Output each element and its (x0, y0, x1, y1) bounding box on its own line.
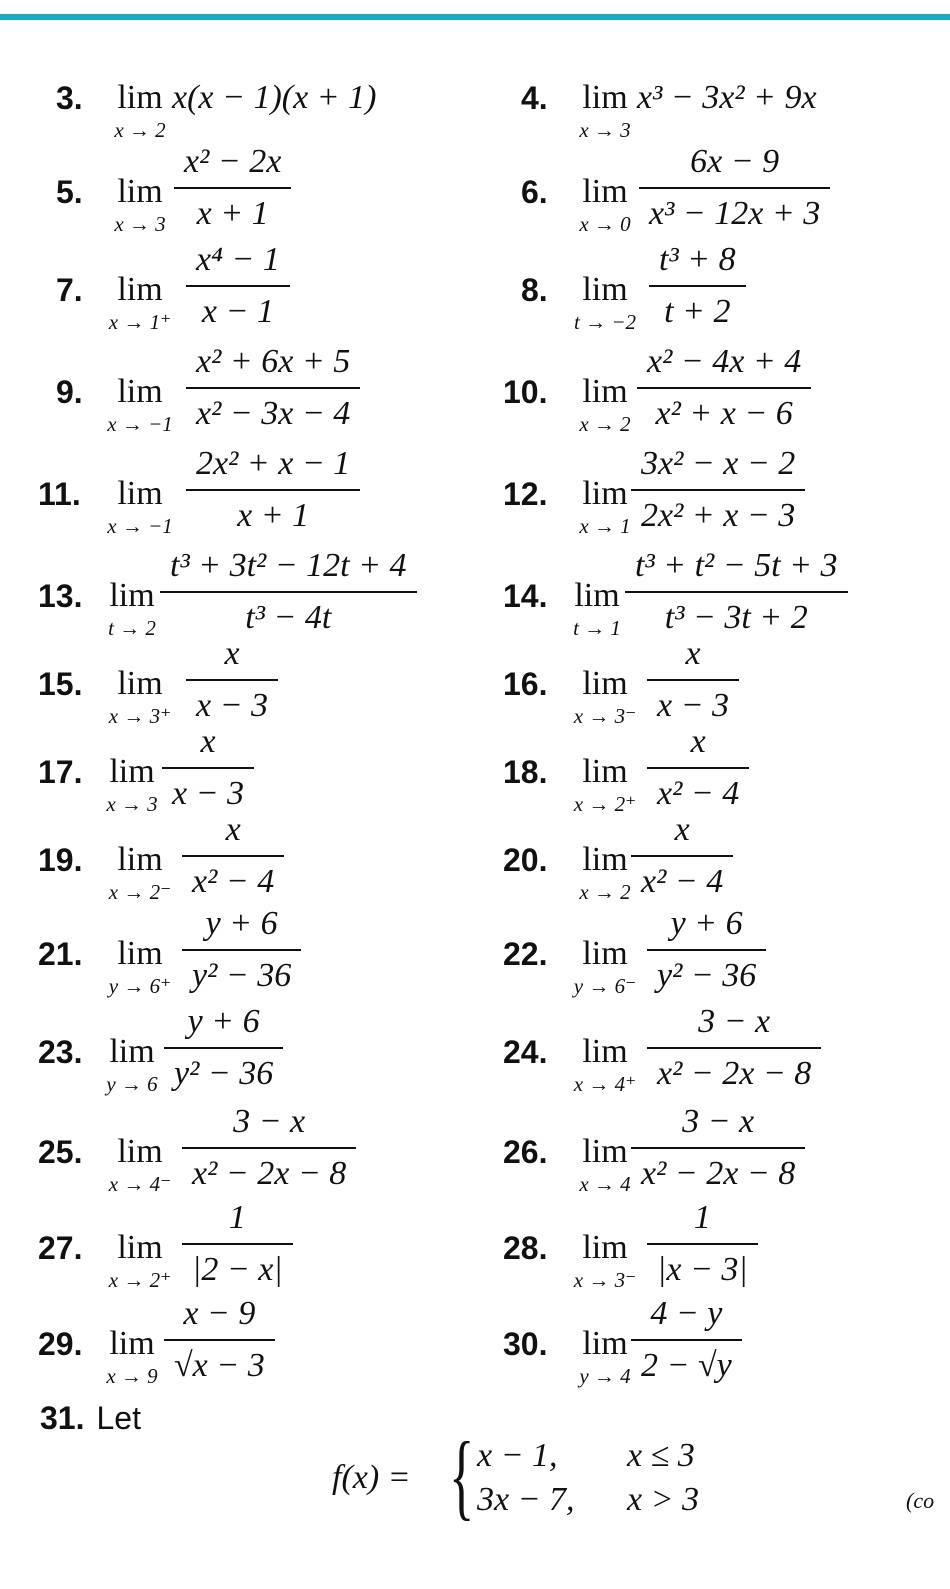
fraction (164, 998, 283, 1096)
limit-subscript: y → 6⁻ (573, 974, 637, 998)
fraction (186, 236, 290, 334)
limit-operator (565, 78, 645, 140)
limit-subscript: x → 3⁻ (573, 1268, 637, 1292)
limit-expression: x(x − 1)(x + 1) (172, 79, 377, 116)
denominator: x + 1 (237, 497, 310, 534)
lim-label: lim (117, 841, 163, 878)
limit-subscript: t → 1 (573, 616, 621, 640)
top-accent-bar (0, 14, 950, 20)
fraction (164, 1290, 275, 1388)
numerator: y + 6 (647, 900, 766, 951)
limit-operator (100, 934, 180, 996)
numerator: x (162, 718, 254, 769)
denominator: t + 2 (664, 293, 731, 330)
limit-operator (92, 752, 172, 814)
denominator: x − 3 (657, 687, 730, 724)
limit-operator (565, 934, 645, 996)
limit-operator (100, 1132, 180, 1194)
limit-subscript: x → 0 (579, 212, 631, 236)
problem-number: 31. (40, 1400, 85, 1436)
fraction (631, 806, 733, 904)
problem-number: 12. (503, 476, 548, 512)
limit-operator (100, 270, 180, 332)
denominator: x² − 4 (657, 775, 740, 812)
numerator: 1 (182, 1194, 293, 1245)
limit-subscript: x → 3 (114, 212, 166, 236)
problem-number: 26. (503, 1134, 548, 1170)
problem-number: 11. (38, 476, 81, 512)
fraction (162, 718, 254, 816)
problem-number: 29. (38, 1326, 83, 1362)
lim-label: lim (582, 373, 628, 410)
problem-number: 28. (503, 1230, 548, 1266)
limit-subscript: y → 6⁺ (108, 974, 172, 998)
limit-subscript: x → 1⁺ (108, 310, 172, 334)
limit-operator (100, 664, 180, 726)
lim-label: lim (109, 753, 155, 790)
denominator: x − 1 (201, 293, 274, 330)
lim-label: lim (582, 1229, 628, 1266)
numerator: y + 6 (182, 900, 301, 951)
numerator: x² + 6x + 5 (186, 338, 360, 389)
limit-subscript: x → 4⁻ (108, 1172, 172, 1196)
lim-label: lim (582, 79, 628, 116)
limit-subscript: x → 3⁺ (108, 704, 172, 728)
limit-subscript: x → 3 (579, 118, 631, 142)
denominator: x² − 4 (641, 863, 724, 900)
fraction (186, 630, 278, 728)
limit-subscript: x → 3 (106, 792, 158, 816)
numerator: y + 6 (164, 998, 283, 1049)
denominator: y² − 36 (174, 1055, 274, 1092)
limit-operator (565, 1032, 645, 1094)
denominator: 2x² + x − 3 (641, 497, 796, 534)
problem-number: 23. (38, 1034, 83, 1070)
lim-label: lim (582, 665, 628, 702)
lim-label: lim (117, 271, 163, 308)
lim-label: lim (109, 577, 155, 614)
denominator: √x − 3 (174, 1347, 265, 1384)
denominator: 2 − √y (641, 1347, 732, 1384)
lim-label: lim (117, 173, 163, 210)
denominator: |2 − x| (192, 1251, 283, 1288)
limit-subscript: x → 2 (579, 880, 631, 904)
lim-label: lim (582, 1325, 628, 1362)
lim-label: lim (582, 1033, 628, 1070)
fraction (639, 138, 830, 236)
lim-label: lim (117, 1133, 163, 1170)
limit-subscript: x → 2⁻ (108, 880, 172, 904)
fraction (647, 900, 766, 998)
denominator: x − 3 (172, 775, 245, 812)
limit-subscript: x → 1 (579, 514, 631, 538)
numerator: x − 9 (164, 1290, 275, 1341)
problem-number: 9. (56, 374, 83, 410)
problem-number: 27. (38, 1230, 83, 1266)
denominator: t³ − 3t + 2 (664, 599, 808, 636)
numerator: 3 − x (647, 998, 821, 1049)
numerator: t³ + t² − 5t + 3 (625, 542, 848, 593)
numerator: 3 − x (631, 1098, 805, 1149)
problem-number: 17. (38, 754, 83, 790)
problem-number: 5. (56, 174, 83, 210)
fraction (649, 236, 746, 334)
numerator: x² − 2x (174, 138, 291, 189)
limit-subscript: x → 4⁺ (573, 1072, 637, 1096)
problem-number: 18. (503, 754, 548, 790)
lim-label: lim (117, 373, 163, 410)
limit-subscript: x → 4 (579, 1172, 631, 1196)
problem-number: 19. (38, 842, 83, 878)
lim-label: lim (582, 1133, 628, 1170)
problem-number: 7. (56, 272, 83, 308)
limit-operator (565, 270, 645, 332)
limit-operator (100, 474, 180, 536)
limit-subscript: x → −1 (107, 412, 173, 436)
limit-operator (100, 1228, 180, 1290)
lim-label: lim (117, 935, 163, 972)
problem-number: 20. (503, 842, 548, 878)
piece-1 (477, 1436, 695, 1476)
denominator: y² − 36 (192, 957, 292, 994)
fraction (182, 1098, 356, 1196)
problem-number: 8. (521, 272, 548, 308)
lim-label: lim (574, 577, 620, 614)
denominator: x² − 2x − 8 (641, 1155, 796, 1192)
numerator: x (182, 806, 284, 857)
denominator: y² − 36 (657, 957, 757, 994)
denominator: x² − 2x − 8 (657, 1055, 812, 1092)
numerator: 6x − 9 (639, 138, 830, 189)
fraction (182, 900, 301, 998)
numerator: x (647, 718, 749, 769)
denominator: x² + x − 6 (655, 395, 793, 432)
lim-label: lim (582, 271, 628, 308)
limit-subscript: t → −2 (573, 310, 636, 334)
limit-operator (100, 840, 180, 902)
limit-subscript: x → 2⁺ (108, 1268, 172, 1292)
lim-label: lim (117, 79, 163, 116)
denominator: x² − 4 (192, 863, 275, 900)
limit-subscript: x → 3⁻ (573, 704, 637, 728)
fraction (160, 542, 417, 640)
problem-number: 24. (503, 1034, 548, 1070)
numerator: x (647, 630, 739, 681)
problem-number: 16. (503, 666, 548, 702)
lim-label: lim (117, 665, 163, 702)
limit-subscript: y → 4 (579, 1364, 631, 1388)
lim-label: lim (582, 753, 628, 790)
denominator: x + 1 (196, 195, 269, 232)
problem-31 (40, 1398, 141, 1438)
lim-label: lim (582, 935, 628, 972)
numerator: 4 − y (631, 1290, 742, 1341)
piece-condition: x ≤ 3 (627, 1437, 695, 1474)
fraction (182, 1194, 293, 1292)
numerator: x⁴ − 1 (186, 236, 290, 287)
problem-number: 4. (521, 80, 548, 116)
fraction (186, 338, 360, 436)
limit-subscript: x → 2⁺ (573, 792, 637, 816)
limit-subscript: x → 2 (114, 118, 166, 142)
limit-operator (92, 1032, 172, 1094)
lim-label: lim (582, 475, 628, 512)
problem-number: 6. (521, 174, 548, 210)
denominator: t³ − 4t (245, 599, 332, 636)
fraction (631, 1098, 805, 1196)
fraction (637, 338, 811, 436)
piece-2 (477, 1480, 700, 1520)
denominator: x − 3 (196, 687, 269, 724)
problem-number: 21. (38, 936, 83, 972)
limit-subscript: x → −1 (107, 514, 173, 538)
limit-operator (565, 752, 645, 814)
fraction (647, 1194, 758, 1292)
fraction (647, 998, 821, 1096)
limit-operator (565, 372, 645, 434)
limit-subscript: x → 2 (579, 412, 631, 436)
function-lhs: f(x) = (332, 1459, 411, 1496)
problem-number: 13. (38, 578, 83, 614)
lim-label: lim (109, 1033, 155, 1070)
problem-number: 15. (38, 666, 83, 702)
numerator: 3 − x (182, 1098, 356, 1149)
fraction (186, 440, 360, 538)
numerator: x (631, 806, 733, 857)
problem-number: 14. (503, 578, 548, 614)
problem-number: 25. (38, 1134, 83, 1170)
numerator: x² − 4x + 4 (637, 338, 811, 389)
limit-operator (565, 172, 645, 234)
numerator: 2x² + x − 1 (186, 440, 360, 491)
fraction (631, 440, 805, 538)
fraction (625, 542, 848, 640)
continued-note: (co (906, 1488, 935, 1513)
numerator: 3x² − x − 2 (631, 440, 805, 491)
left-brace: { (449, 1422, 475, 1529)
piece-expression: x − 1, (477, 1437, 558, 1474)
lim-label: lim (582, 841, 628, 878)
numerator: t³ + 8 (649, 236, 746, 287)
limit-operator (100, 172, 180, 234)
limit-subscript: y → 6 (106, 1072, 158, 1096)
limit-subscript: x → 9 (106, 1364, 158, 1388)
lim-label: lim (109, 1325, 155, 1362)
limit-operator (92, 1324, 172, 1386)
lim-label: lim (117, 1229, 163, 1266)
numerator: t³ + 3t² − 12t + 4 (160, 542, 417, 593)
problem-number: 10. (503, 374, 548, 410)
limit-operator (100, 372, 180, 434)
problem-number: 30. (503, 1326, 548, 1362)
fraction (631, 1290, 742, 1388)
fraction (647, 630, 739, 728)
limit-operator (565, 664, 645, 726)
lim-label: lim (117, 475, 163, 512)
fraction (174, 138, 291, 236)
numerator: 1 (647, 1194, 758, 1245)
denominator: x² − 2x − 8 (192, 1155, 347, 1192)
problem-number: 3. (56, 80, 83, 116)
denominator: x³ − 12x + 3 (649, 195, 821, 232)
denominator: |x − 3| (657, 1251, 748, 1288)
limit-operator (565, 1228, 645, 1290)
limit-expression: x³ − 3x² + 9x (637, 79, 817, 116)
numerator: x (186, 630, 278, 681)
problem-text: Let (96, 1400, 141, 1436)
piece-expression: 3x − 7, (477, 1481, 575, 1518)
fraction (182, 806, 284, 904)
limit-operator (100, 78, 180, 140)
lim-label: lim (582, 173, 628, 210)
denominator: x² − 3x − 4 (196, 395, 351, 432)
limit-subscript: t → 2 (108, 616, 156, 640)
problem-number: 22. (503, 936, 548, 972)
piece-condition: x > 3 (627, 1481, 700, 1518)
fraction (647, 718, 749, 816)
